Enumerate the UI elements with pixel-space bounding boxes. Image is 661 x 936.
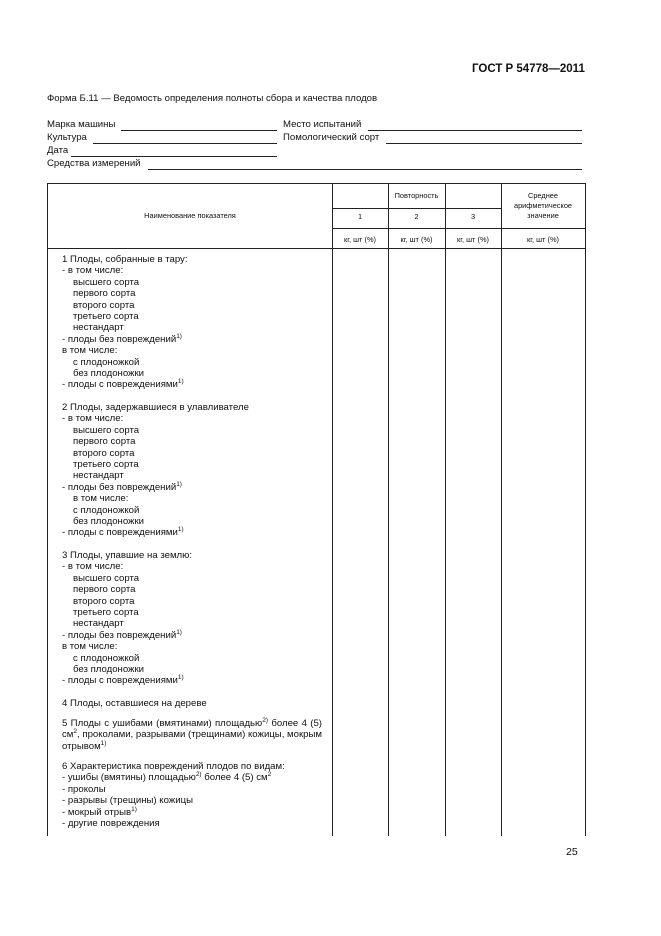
stem-item: с плодоножкой xyxy=(73,504,140,516)
grade-item: второго сорта xyxy=(73,595,135,607)
grade-item: первого сорта xyxy=(73,436,136,448)
section-5: 5 Плоды с ушибами (вмятинами) площадью$^{2)}$ более 4 (5) $см^2$, проколами, разрывами (трещинами) кожицы, мокрым отрывом$^{1)}$ xyxy=(62,716,322,752)
stem-item: с плодоножкой xyxy=(73,356,140,368)
footnote-2: 2) xyxy=(262,716,269,724)
included-label: в том числе: xyxy=(62,345,118,357)
unit-cell: кг, шт (%) xyxy=(400,235,433,244)
grade-item: первого сорта xyxy=(73,288,136,300)
grade-item: третьего сорта xyxy=(73,311,139,323)
measuring-tools-label: Средства измерений xyxy=(47,158,141,169)
section-2 xyxy=(62,402,249,539)
section-6 xyxy=(62,761,285,829)
grade-item: третьего сорта xyxy=(73,607,139,619)
section-4-title: 4 Плоды, оставшиеся на дереве xyxy=(62,698,207,709)
col-divider xyxy=(332,184,333,836)
rep-1-header: 1 xyxy=(357,212,363,221)
undamaged-row: - плоды без повреждений$^{1)}$ xyxy=(62,628,182,641)
damaged-row: - плоды с повреждениями$^{1)}$ xyxy=(62,378,184,391)
col-divider xyxy=(388,184,389,836)
results-table xyxy=(47,183,586,836)
stem-item: без плодоножки xyxy=(73,516,145,528)
grade-item: высшего сорта xyxy=(73,424,140,436)
footnote-1: 1) xyxy=(176,628,182,636)
undamaged-row: - плоды без повреждений$^{1)}$ xyxy=(62,480,182,493)
stem-item: без плодоножки xyxy=(73,368,145,380)
included-label: в том числе: xyxy=(73,493,129,505)
pomological-variety-label: Помологический сорт xyxy=(283,132,380,143)
grade-item: второго сорта xyxy=(73,299,135,311)
header-rule xyxy=(332,228,585,229)
footnote-2: 2) xyxy=(195,771,202,779)
header-rule xyxy=(48,248,585,249)
crop-label: Культура xyxy=(47,132,87,143)
section-1 xyxy=(62,254,188,391)
header-rule xyxy=(332,208,501,209)
grade-item: первого сорта xyxy=(73,584,136,596)
undamaged-row: - плоды без повреждений$^{1)}$ xyxy=(62,332,182,345)
tears-row: - разрывы (трещины) кожицы xyxy=(62,795,193,807)
footnote-1: 1) xyxy=(177,526,184,534)
footnote-1: 1) xyxy=(100,739,107,747)
footnote-1: 1) xyxy=(177,378,184,386)
footnote-1: 1) xyxy=(131,805,137,813)
col-repetition-header: Повторность xyxy=(394,191,439,200)
form-title: Форма Б.11 — Ведомость определения полноты сбора и качества плодов xyxy=(47,93,378,104)
crop-line[interactable] xyxy=(93,143,277,144)
section-3 xyxy=(62,550,192,687)
damaged-row: - плоды с повреждениями$^{1)}$ xyxy=(62,526,184,539)
included-label: - в том числе: xyxy=(62,413,124,425)
test-site-line[interactable] xyxy=(368,130,582,131)
section-3-title: 3 Плоды, упавшие на землю: xyxy=(62,550,193,561)
damaged-row: - плоды с повреждениями$^{1)}$ xyxy=(62,674,184,687)
section-6-title: 6 Характеристика повреждений плодов по видам: xyxy=(62,761,285,772)
standard-number: ГОСТ Р 54778—2011 xyxy=(472,63,585,75)
stem-item: без плодоножки xyxy=(73,664,145,676)
grade-item: нестандарт xyxy=(73,618,124,630)
date-line[interactable] xyxy=(71,156,277,157)
grade-item: второго сорта xyxy=(73,447,135,459)
col-indicator-header: Наименование показателя xyxy=(144,211,236,220)
punctures-row: - проколы xyxy=(62,783,106,795)
col-divider xyxy=(445,184,446,836)
test-site-label: Место испытаний xyxy=(283,119,362,130)
footnote-1: 1) xyxy=(177,674,184,682)
section-1-title: 1 Плоды, собранные в тару: xyxy=(62,254,188,265)
stem-item: с плодоножкой xyxy=(73,652,140,664)
unit-cell: кг, шт (%) xyxy=(527,235,559,244)
included-label: - в том числе: xyxy=(62,265,124,277)
machine-brand-line[interactable] xyxy=(121,130,277,131)
page-number: 25 xyxy=(566,846,578,858)
square-exponent: 2 xyxy=(267,771,272,779)
rep-3-header: 3 xyxy=(470,212,476,221)
bruises-row: - ушибы (вмятины) площадью$^{2)}$ более 4 (5) $см^2$ xyxy=(62,771,272,784)
wet-row: - мокрый отрыв$^{1)}$ xyxy=(62,805,137,818)
other-damage-row: - другие повреждения xyxy=(62,818,160,830)
date-label: Дата xyxy=(47,145,69,156)
unit-cell: кг, шт (%) xyxy=(344,235,376,244)
rep-2-header: 2 xyxy=(414,212,419,221)
footnote-1: 1) xyxy=(176,480,182,488)
grade-item: нестандарт xyxy=(73,322,124,334)
square-exponent: 2 xyxy=(73,728,78,736)
col-mean-header: Среднее арифметическое значение xyxy=(513,191,573,220)
measuring-tools-line[interactable] xyxy=(148,169,582,170)
machine-brand-label: Марка машины xyxy=(47,119,116,130)
grade-item: высшего сорта xyxy=(73,572,140,584)
included-label: в том числе: xyxy=(62,641,118,653)
grade-item: третьего сорта xyxy=(73,459,139,471)
grade-item: нестандарт xyxy=(73,470,124,482)
unit-cell: кг, шт (%) xyxy=(457,235,489,244)
section-2-title: 2 Плоды, задержавшиеся в улавливателе xyxy=(62,402,249,413)
col-divider xyxy=(501,184,502,836)
pomological-variety-line[interactable] xyxy=(386,143,582,144)
grade-item: высшего сорта xyxy=(73,276,140,288)
footnote-1: 1) xyxy=(176,332,182,340)
included-label: - в том числе: xyxy=(62,561,124,573)
